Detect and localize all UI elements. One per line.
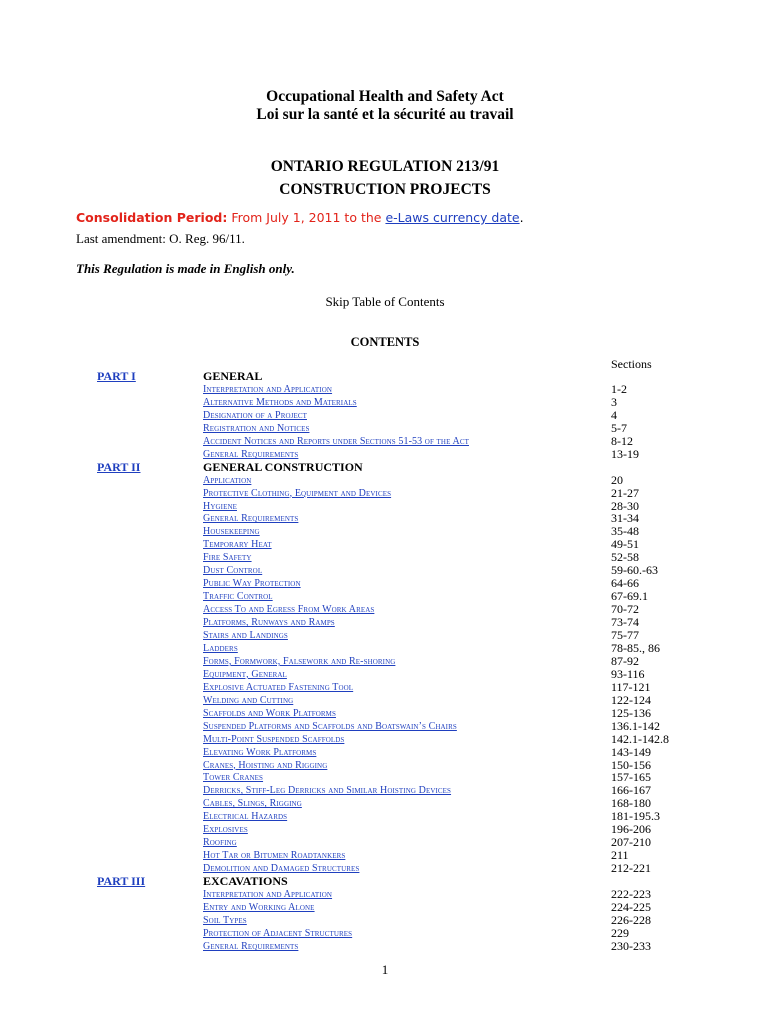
- toc-item-row: [0, 681, 770, 694]
- toc-item-row: [0, 668, 770, 681]
- toc-item-link[interactable]: Explosive Actuated Fastening Tool: [203, 681, 354, 693]
- toc-item-sections: 3: [611, 394, 617, 409]
- toc-item-link[interactable]: Cranes, Hoisting and Rigging: [203, 759, 328, 771]
- toc-item-sections: 142.1-142.8: [611, 731, 669, 746]
- toc-part-link[interactable]: PART II: [97, 459, 141, 474]
- toc-item-link[interactable]: Access To and Egress From Work Areas: [203, 604, 375, 616]
- toc-item-link[interactable]: Interpretation and Application: [203, 383, 333, 395]
- toc-item-link[interactable]: Scaffolds and Work Platforms: [203, 707, 336, 719]
- toc-item-link[interactable]: Soil Types: [203, 914, 247, 926]
- toc-item-link[interactable]: Dust Control: [203, 565, 263, 577]
- toc-item-link[interactable]: General Requirements: [203, 513, 299, 525]
- toc-item-row: [0, 733, 770, 746]
- toc-part-heading: GENERAL: [203, 369, 263, 383]
- toc-part-heading: GENERAL CONSTRUCTION: [203, 459, 363, 474]
- toc-item-row: [0, 590, 770, 603]
- toc-item-link[interactable]: Designation of a Project: [203, 409, 307, 421]
- toc-item-sections: 59-60.-63: [611, 563, 658, 578]
- toc-item-row: [0, 746, 770, 759]
- toc-item-link[interactable]: Ladders: [203, 642, 238, 654]
- toc-item-sections: 64-66: [611, 576, 639, 591]
- toc-item-link[interactable]: Housekeeping: [203, 526, 260, 538]
- toc-item-sections: 28-30: [611, 498, 639, 513]
- toc-item-sections: 122-124: [611, 692, 651, 707]
- toc-item-link[interactable]: Elevating Work Platforms: [203, 746, 317, 758]
- toc-item-row: [0, 836, 770, 849]
- consolidation-text: From July 1, 2011 to the: [227, 210, 386, 225]
- toc-item-row: [0, 474, 770, 487]
- toc-item-sections: 13-19: [611, 446, 639, 461]
- toc-item-sections: 70-72: [611, 602, 639, 617]
- toc-item-row: [0, 409, 770, 422]
- toc-item-sections: 150-156: [611, 757, 651, 772]
- toc-item-row: [0, 512, 770, 525]
- toc-item-sections: 52-58: [611, 550, 639, 565]
- contents-heading: CONTENTS: [350, 335, 420, 349]
- toc-item-link[interactable]: Roofing: [203, 837, 237, 849]
- toc-item-sections: 49-51: [611, 537, 639, 552]
- toc-item-link[interactable]: Fire Safety: [203, 552, 252, 564]
- toc-item-sections: 78-85., 86: [611, 640, 660, 655]
- toc-item-link[interactable]: General Requirements: [203, 940, 299, 952]
- toc-item-row: [0, 577, 770, 590]
- toc-item-row: [0, 914, 770, 927]
- toc-item-link[interactable]: Accident Notices and Reports under Sections 51-53 of the Act: [203, 435, 469, 447]
- toc-item-link[interactable]: Temporary Heat: [203, 539, 272, 551]
- toc-item-sections: 224-225: [611, 899, 651, 914]
- sections-column-label: Sections: [611, 357, 652, 371]
- toc-item-link[interactable]: Demolition and Damaged Structures: [203, 863, 360, 875]
- toc-item-sections: 67-69.1: [611, 589, 648, 604]
- toc-item-link[interactable]: Derricks, Stiff-Leg Derricks and Similar Hoisting Devices: [203, 785, 452, 797]
- toc-item-row: [0, 823, 770, 836]
- toc-part-row: [0, 461, 770, 474]
- toc-item-link[interactable]: Registration and Notices: [203, 422, 310, 434]
- toc-item-link[interactable]: Welding and Cutting: [203, 694, 294, 706]
- toc-item-sections: 1-2: [611, 381, 627, 396]
- toc-item-sections: 31-34: [611, 511, 639, 526]
- consolidation-end: .: [519, 210, 524, 225]
- toc-item-row: [0, 655, 770, 668]
- toc-part-heading: EXCAVATIONS: [203, 874, 288, 889]
- toc-item-sections: 87-92: [611, 653, 639, 668]
- toc-item-sections: 181-195.3: [611, 809, 660, 824]
- toc-item-row: [0, 694, 770, 707]
- toc-item-link[interactable]: Explosives: [203, 824, 248, 836]
- toc-item-sections: 125-136: [611, 705, 651, 720]
- toc-item-link[interactable]: Platforms, Runways and Ramps: [203, 617, 335, 629]
- toc-item-sections: 20: [611, 472, 623, 487]
- toc-item-sections: 212-221: [611, 861, 651, 876]
- toc-item-link[interactable]: Forms, Formwork, Falsework and Re-shoring: [203, 655, 396, 667]
- toc-item-link[interactable]: Interpretation and Application: [203, 889, 333, 900]
- toc-item-sections: 226-228: [611, 912, 651, 927]
- toc-item-row: [0, 616, 770, 629]
- toc-item-row: [0, 525, 770, 538]
- toc-item-sections: 73-74: [611, 615, 639, 630]
- toc-item-sections: 211: [611, 848, 629, 863]
- toc-item-sections: 5-7: [611, 420, 627, 435]
- toc-item-sections: 143-149: [611, 744, 651, 759]
- skip-toc-link[interactable]: Skip Table of Contents: [325, 294, 445, 309]
- toc-item-sections: 8-12: [611, 433, 633, 448]
- toc-item-sections: 166-167: [611, 783, 651, 798]
- toc-item-link[interactable]: Hot Tar or Bitumen Roadtankers: [203, 850, 346, 862]
- toc-item-sections: 117-121: [611, 679, 651, 694]
- toc-item-sections: 136.1-142: [611, 718, 660, 733]
- toc-item-row: [0, 759, 770, 772]
- toc-item-row: [0, 784, 770, 797]
- regulation-number: ONTARIO REGULATION 213/91: [270, 158, 500, 175]
- toc-item-row: [0, 603, 770, 616]
- toc-item-link[interactable]: Hygiene: [203, 500, 237, 512]
- regulation-subject: CONSTRUCTION PROJECTS: [279, 181, 491, 198]
- toc-item-row: [0, 500, 770, 513]
- toc-item-link[interactable]: Cables, Slings, Rigging: [203, 798, 302, 810]
- toc-item-link[interactable]: Tower Cranes: [203, 772, 264, 784]
- toc-item-link[interactable]: Public Way Protection: [203, 578, 301, 590]
- toc-item-link[interactable]: Application: [203, 474, 252, 486]
- toc-item-sections: 168-180: [611, 796, 651, 811]
- toc-item-sections: 4: [611, 407, 617, 422]
- toc-item-row: [0, 383, 770, 396]
- toc-item-row: [0, 707, 770, 720]
- toc-item-row: [0, 448, 770, 461]
- toc-part-row: [0, 875, 770, 888]
- toc-item-row: [0, 642, 770, 655]
- toc-item-link[interactable]: Traffic Control: [203, 591, 273, 603]
- toc-item-sections: 196-206: [611, 822, 651, 837]
- e-laws-currency-link[interactable]: e-Laws currency date: [385, 210, 520, 225]
- toc-item-row: [0, 810, 770, 823]
- toc-part-link[interactable]: PART I: [97, 369, 136, 383]
- last-amendment: Last amendment: O. Reg. 96/11.: [76, 231, 245, 246]
- toc-item-link[interactable]: Multi-Point Suspended Scaffolds: [203, 733, 345, 745]
- toc-item-link[interactable]: Protection of Adjacent Structures: [203, 927, 353, 939]
- toc-item-sections: 35-48: [611, 524, 639, 539]
- toc-item-row: [0, 487, 770, 500]
- toc-item-sections: 222-223: [611, 887, 651, 901]
- toc-item-link[interactable]: Equipment, General: [203, 668, 287, 680]
- toc-item-link[interactable]: Stairs and Landings: [203, 630, 288, 641]
- toc-part-row: [0, 370, 770, 383]
- toc-item-row: [0, 901, 770, 914]
- act-title-french: Loi sur la santé et la sécurité au travail: [256, 106, 514, 123]
- consolidation-label: Consolidation Period:: [76, 210, 228, 225]
- toc-item-row: [0, 396, 770, 409]
- toc-item-row: [0, 927, 770, 940]
- toc-item-sections: 207-210: [611, 835, 651, 850]
- toc-item-row: [0, 888, 770, 901]
- page-number: 1: [381, 962, 389, 977]
- toc-item-sections: 75-77: [611, 628, 639, 642]
- toc-item-link[interactable]: Electrical Hazards: [203, 811, 288, 823]
- toc-part-link[interactable]: PART III: [97, 874, 146, 889]
- toc-item-row: [0, 538, 770, 551]
- toc-item-sections: 93-116: [611, 666, 645, 681]
- toc-item-link[interactable]: Protective Clothing, Equipment and Devices: [203, 487, 392, 499]
- language-note: This Regulation is made in English only.: [76, 261, 295, 276]
- toc-item-row: [0, 435, 770, 448]
- toc-item-row: [0, 771, 770, 784]
- toc-item-row: [0, 564, 770, 577]
- toc-item-row: [0, 422, 770, 435]
- toc-item-link[interactable]: Alternative Methods and Materials: [203, 396, 357, 408]
- toc-item-link[interactable]: Entry and Working Alone: [203, 901, 315, 913]
- toc-item-row: [0, 720, 770, 733]
- toc-item-sections: 230-233: [611, 938, 651, 953]
- act-title-english: Occupational Health and Safety Act: [266, 88, 504, 105]
- toc-item-link[interactable]: Suspended Platforms and Scaffolds and Boatswain’s Chairs: [203, 720, 457, 732]
- toc-item-row: [0, 849, 770, 862]
- toc-item-link[interactable]: General Requirements: [203, 448, 299, 460]
- toc-item-sections: 157-165: [611, 770, 651, 785]
- toc-item-row: [0, 940, 770, 953]
- toc-item-sections: 21-27: [611, 485, 639, 500]
- toc-item-sections: 229: [611, 925, 629, 940]
